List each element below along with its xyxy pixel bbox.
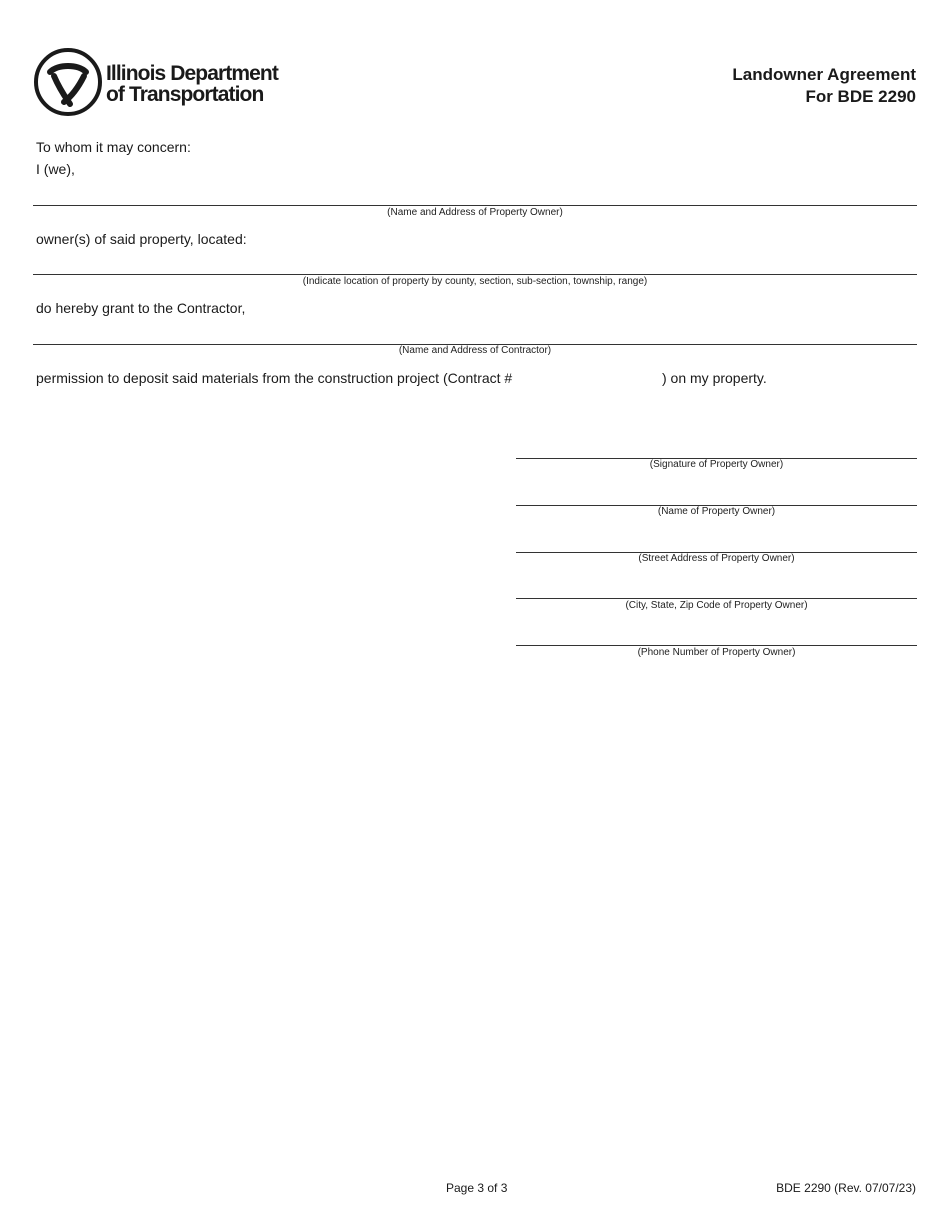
logo-line-1: Illinois Department [106,62,278,85]
i-we-label: I (we), [36,161,75,177]
owner-signature-caption: (Signature of Property Owner) [649,459,784,470]
idot-emblem-icon [32,46,112,118]
owner-phone-caption: (Phone Number of Property Owner) [637,647,796,658]
contractor-name-address-caption: (Name and Address of Contractor) [398,345,552,356]
salutation: To whom it may concern: [36,139,191,155]
owner-city-state-zip-field[interactable] [516,598,917,599]
owner-name-address-field[interactable] [33,205,917,206]
page-number: Page 3 of 3 [446,1181,508,1195]
form-id: BDE 2290 (Rev. 07/07/23) [776,1181,916,1195]
owner-phone-field[interactable] [516,645,917,646]
permission-text-suffix: ) on my property. [662,370,767,386]
owner-name-address-caption: (Name and Address of Property Owner) [387,207,563,218]
property-location-caption: (Indicate location of property by county, section, sub-section, township, range) [302,276,648,287]
owner-street-address-caption: (Street Address of Property Owner) [638,553,795,564]
owner-name-caption: (Name of Property Owner) [657,506,776,517]
located-label: owner(s) of said property, located: [36,231,247,247]
contract-number-field[interactable] [516,366,656,386]
owner-city-state-zip-caption: (City, State, Zip Code of Property Owner) [625,600,808,611]
form-title-line-2: For BDE 2290 [805,87,916,106]
logo-wordmark [106,63,278,105]
grant-label: do hereby grant to the Contractor, [36,300,246,316]
form-title-line-1: Landowner Agreement [732,65,916,84]
form-title [732,64,916,108]
property-location-field[interactable] [33,274,917,275]
logo-line-2: of Transportation [106,83,264,106]
permission-text-prefix: permission to deposit said materials from the construction project (Contract # [36,370,513,386]
